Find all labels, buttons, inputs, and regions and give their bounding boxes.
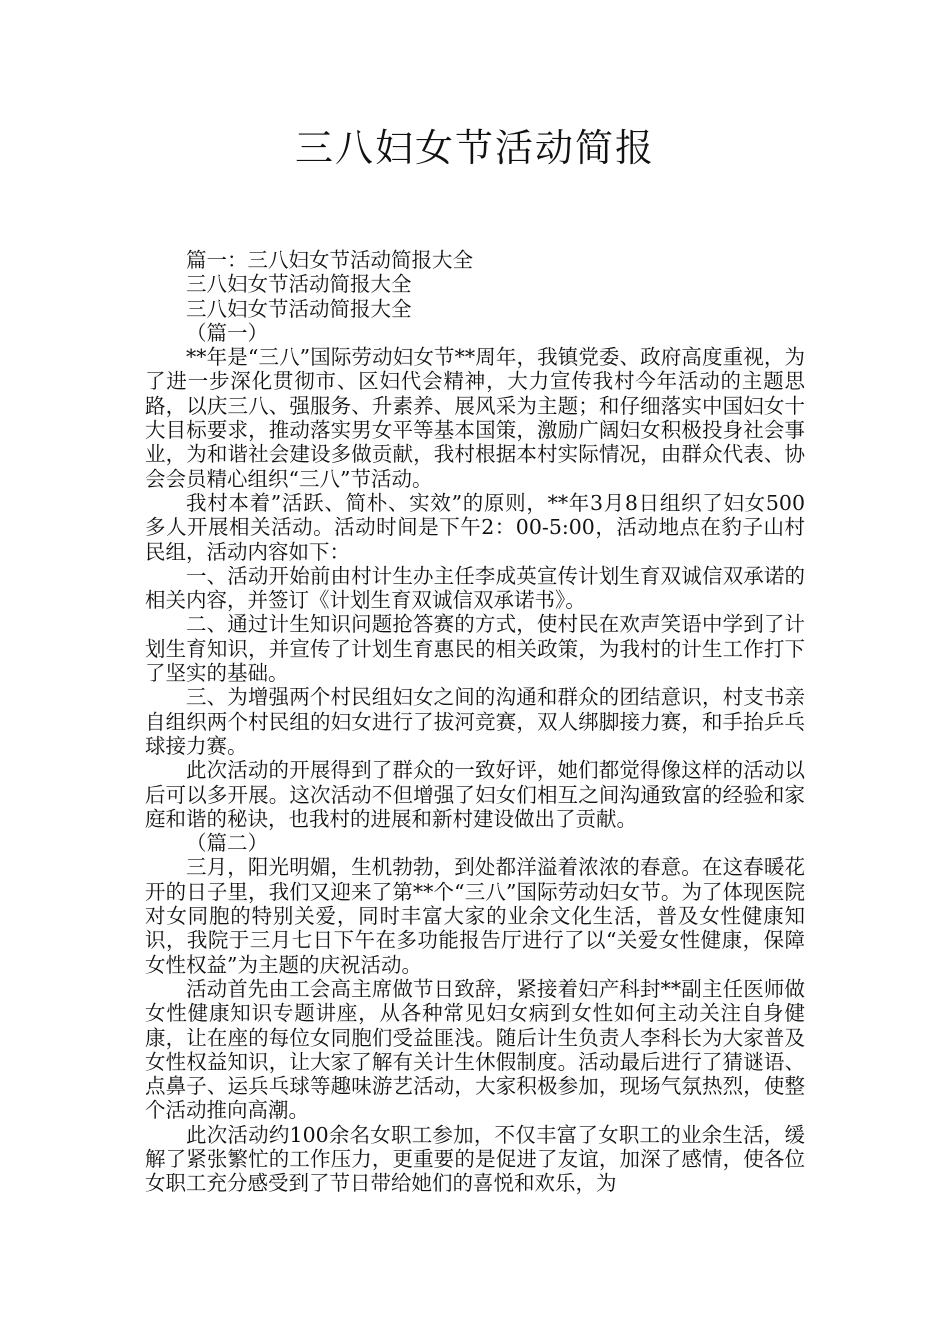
paragraph: 篇一：三八妇女节活动简报大全 xyxy=(186,248,473,272)
paragraph: （篇一） xyxy=(186,320,268,345)
document-title: 三八妇女节活动简报 xyxy=(294,126,655,170)
paragraph: 此次活动约100余名女职工参加，不仅丰富了女职工的业余生活，缓解了紧张繁忙的工作压力，更重要的是促进了友谊，加深了感情，使各位女职工充分感受到了节日带给她们的喜悦和欢乐，为 xyxy=(145,1122,805,1196)
paragraph: 二、通过计生知识问题抢答赛的方式，使村民在欢声笑语中学到了计划生育知识，并宣传了计划生育惠民的相关政策，为我村的计生工作打下了坚实的基础。 xyxy=(145,612,805,686)
paragraph: 我村本着”活跃、简朴、实效”的原则，**年3月8日组织了妇女500多人开展相关活动。活动时间是下午2：00-5:00，活动地点在豹子山村民组，活动内容如下： xyxy=(145,490,805,564)
paragraph: 三八妇女节活动简报大全 xyxy=(186,272,412,297)
paragraph: 此次活动的开展得到了群众的一致好评，她们都觉得像这样的活动以后可以多开展。这次活动不但增强了妇女们相互之间沟通致富的经验和家庭和谐的秘诀，也我村的进展和新村建设做出了贡献。 xyxy=(145,758,805,831)
paragraph: 三月，阳光明媚，生机勃勃，到处都洋溢着浓浓的春意。在这春暖花开的日子里，我们又迎来了第**个“三八”国际劳动妇女节。为了体现医院对女同胞的特别关爱，同时丰富大家的业余文化生活，普及女性健康知识，我院于三月七日下午在多功能报告厅进行了以“关爱女性健康，保障女性权益”为主题的庆祝活动。 xyxy=(145,855,805,977)
paragraph: **年是“三八”国际劳动妇女节**周年，我镇党委、政府高度重视，为了进一步深化贯彻市、区妇代会精神，大力宣传我村今年活动的主题思路，以庆三八、强服务、升素养、展风采为主题；和仔细落实中国妇女十大目标要求，推动落实男女平等基本国策，激励广阔妇女积极投身社会事业，为和谐社会建设多做贡献，我村根据本村实际情况，由群众代表、协会会员精心组织“三八”节活动。 xyxy=(145,345,805,491)
document-body xyxy=(145,248,805,1196)
paragraph: 活动首先由工会高主席做节日致辞，紧接着妇产科封**副主任医师做女性健康知识专题讲座，从各种常见妇女病到女性如何主动关注自身健康，让在座的每位女同胞们受益匪浅。随后计生负责人李科长为大家普及女性权益知识，让大家了解有关计生休假制度。活动最后进行了猜谜语、点鼻子、运兵乓球等趣味游艺活动，大家积极参加，现场气氛热烈，使整个活动推向高潮。 xyxy=(145,976,805,1123)
paragraph: 三、为增强两个村民组妇女之间的沟通和群众的团结意识，村支书亲自组织两个村民组的妇女进行了拔河竞赛，双人绑脚接力赛，和手抬乒乓球接力赛。 xyxy=(145,685,805,758)
paragraph: （篇二） xyxy=(186,831,268,856)
paragraph: 三八妇女节活动简报大全 xyxy=(186,296,412,321)
paragraph: 一、活动开始前由村计生办主任李成英宣传计划生育双诚信双承诺的相关内容，并签订《计划生育双诚信双承诺书》。 xyxy=(145,563,805,613)
